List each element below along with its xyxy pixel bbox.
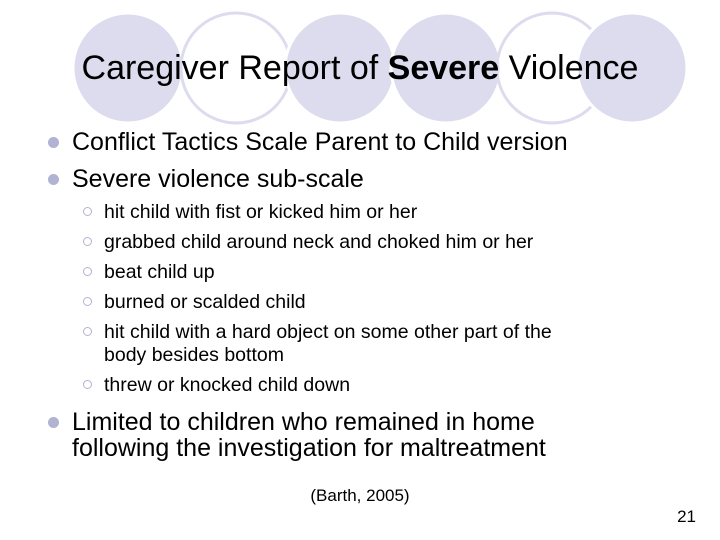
bullet-text: following the investigation for maltreatment (72, 434, 546, 462)
page-number: 21 (677, 507, 696, 526)
citation: (Barth, 2005) (310, 486, 410, 505)
bullet-text: Conflict Tactics Scale Parent to Child version (72, 128, 568, 156)
slide-title (0, 48, 720, 88)
title-bold: Severe (387, 49, 500, 87)
bullet-text: Limited to children who remained in home (72, 408, 535, 436)
sub-bullet-text: hit child with fist or kicked him or her (104, 201, 418, 223)
ring-bullet-icon (83, 237, 92, 246)
sub-bullet-text: burned or scalded child (104, 291, 306, 313)
ring-bullet-icon (83, 327, 92, 336)
sub-bullet-text: grabbed child around neck and choked him or her (104, 231, 534, 253)
sub-bullet-text: hit child with a hard object on some other part of the (104, 321, 552, 343)
sub-bullet-text: body besides bottom (104, 344, 284, 366)
bullet-text: Severe violence sub-scale (72, 165, 364, 193)
ring-bullet-icon (83, 207, 92, 216)
ring-bullet-icon (83, 297, 92, 306)
title-suffix: Violence (499, 49, 639, 87)
sub-bullet-text: beat child up (104, 261, 215, 283)
title-prefix: Caregiver Report of (81, 49, 388, 87)
sub-bullet-text: threw or knocked child down (104, 374, 351, 396)
ring-bullet-icon (83, 380, 92, 389)
bullet-dot-icon (48, 174, 59, 185)
bullet-dot-icon (48, 417, 59, 428)
bullet-dot-icon (48, 137, 59, 148)
ring-bullet-icon (83, 267, 92, 276)
